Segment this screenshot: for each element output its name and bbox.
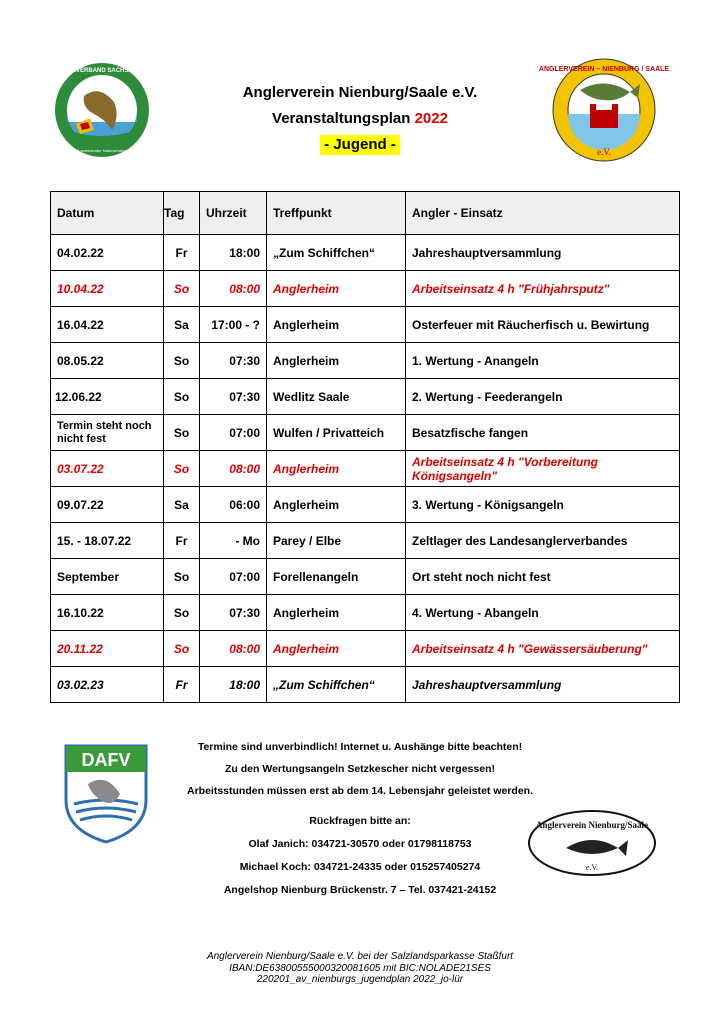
cell-datum: 09.07.22	[51, 487, 164, 523]
subtitle-year: 2022	[414, 110, 448, 127]
table-row	[51, 451, 680, 487]
cell-treffpunkt: Anglerheim	[267, 307, 406, 343]
contacts-heading: Rückfragen bitte an:	[309, 815, 411, 827]
cell-einsatz: 4. Wertung - Abangeln	[406, 595, 680, 631]
cell-datum: 10.04.22	[51, 271, 164, 307]
notes	[160, 736, 560, 802]
cell-datum: 12.06.22	[51, 379, 164, 415]
table-row	[51, 235, 680, 271]
col-header-tag: Tag	[164, 192, 200, 235]
cell-einsatz: 1. Wertung - Anangeln	[406, 343, 680, 379]
cell-einsatz: Arbeitseinsatz 4 h "Vorbereitung Königsangeln"	[406, 451, 680, 487]
contact-line: Olaf Janich: 034721-30570 oder 01798118753	[248, 838, 472, 850]
cell-tag: Fr	[164, 235, 200, 271]
footer-iban: IBAN:DE63800555000320081605 mit BIC:NOLADE21SES	[229, 962, 491, 974]
dafv-logo	[64, 744, 148, 844]
cell-tag: So	[164, 343, 200, 379]
cell-tag: So	[164, 595, 200, 631]
cell-uhrzeit: 06:00	[200, 487, 267, 523]
cell-uhrzeit: 18:00	[200, 235, 267, 271]
cell-uhrzeit: 08:00	[200, 271, 267, 307]
table-row	[51, 307, 680, 343]
col-header-treffpunkt: Treffpunkt	[267, 192, 406, 235]
page-title: Anglerverein Nienburg/Saale e.V.	[242, 84, 478, 101]
anglerverein-stamp	[526, 808, 658, 878]
table-row	[51, 487, 680, 523]
cell-uhrzeit: 07:30	[200, 343, 267, 379]
cell-treffpunkt: Anglerheim	[267, 343, 406, 379]
page-subtitle	[180, 106, 540, 132]
cell-uhrzeit: 07:30	[200, 379, 267, 415]
contact-line: Angelshop Nienburg Brückenstr. 7 – Tel. 037421-24152	[223, 884, 497, 896]
cell-treffpunkt: Anglerheim	[267, 271, 406, 307]
cell-einsatz: 2. Wertung - Feederangeln	[406, 379, 680, 415]
cell-uhrzeit: 07:00	[200, 415, 267, 451]
cell-datum: 08.05.22	[51, 343, 164, 379]
col-header-einsatz: Angler - Einsatz	[406, 192, 680, 235]
subtitle-prefix: Veranstaltungsplan	[272, 110, 411, 127]
contacts	[180, 810, 540, 902]
cell-datum: 03.07.22	[51, 451, 164, 487]
stamp-text: Anglerverein Nienburg/Saale	[535, 820, 649, 830]
cell-tag: Fr	[164, 523, 200, 559]
cell-uhrzeit: 07:30	[200, 595, 267, 631]
cell-tag: So	[164, 379, 200, 415]
table-row	[51, 595, 680, 631]
cell-treffpunkt: Anglerheim	[267, 631, 406, 667]
cell-einsatz: Jahreshauptversammlung	[406, 235, 680, 271]
cell-tag: So	[164, 631, 200, 667]
cell-datum: Termin steht noch nicht fest	[51, 415, 164, 451]
header	[180, 80, 540, 155]
cell-datum: 20.11.22	[51, 631, 164, 667]
table-row	[51, 559, 680, 595]
cell-treffpunkt: „Zum Schiffchen“	[267, 667, 406, 703]
cell-uhrzeit: 08:00	[200, 451, 267, 487]
table-row	[51, 523, 680, 559]
table-row	[51, 343, 680, 379]
cell-treffpunkt: Parey / Elbe	[267, 523, 406, 559]
cell-datum: September	[51, 559, 164, 595]
cell-tag: So	[164, 559, 200, 595]
note-line: Arbeitsstunden müssen erst ab dem 14. Lebensjahr geleistet werden.	[186, 785, 534, 797]
cell-uhrzeit: - Mo	[200, 523, 267, 559]
cell-treffpunkt: Wedlitz Saale	[267, 379, 406, 415]
cell-tag: Sa	[164, 487, 200, 523]
cell-uhrzeit: 07:00	[200, 559, 267, 595]
cell-einsatz: Arbeitseinsatz 4 h "Frühjahrsputz"	[406, 271, 680, 307]
cell-tag: Sa	[164, 307, 200, 343]
col-header-datum: Datum	[51, 192, 164, 235]
cell-datum: 03.02.23	[51, 667, 164, 703]
note-line: Termine sind unverbindlich! Internet u. Aushänge bitte beachten!	[197, 741, 523, 753]
cell-datum: 16.04.22	[51, 307, 164, 343]
landesanglerverband-logo	[26, 62, 178, 158]
cell-datum: 15. - 18.07.22	[51, 523, 164, 559]
footer	[120, 951, 600, 986]
cell-einsatz: 3. Wertung - Königsangeln	[406, 487, 680, 523]
footer-bank: Anglerverein Nienburg/Saale e.V. bei der Salzlandsparkasse Staßfurt	[206, 951, 514, 962]
right-logo-ring-text: ANGLERVEREIN – NIENBURG / SAALE	[538, 66, 670, 73]
cell-uhrzeit: 18:00	[200, 667, 267, 703]
cell-einsatz: Jahreshauptversammlung	[406, 667, 680, 703]
cell-tag: So	[164, 271, 200, 307]
cell-treffpunkt: Anglerheim	[267, 451, 406, 487]
note-line: Zu den Wertungsangeln Setzkescher nicht vergessen!	[225, 763, 495, 775]
dafv-logo-text: DAFV	[81, 750, 131, 770]
left-logo-ring-text: LANDESANGLERVERBAND SACHSEN - ANHALT e.V.	[26, 68, 178, 74]
anglerverein-nienburg-logo	[538, 58, 670, 162]
cell-datum: 04.02.22	[51, 235, 164, 271]
cell-einsatz: Zeltlager des Landesanglerverbandes	[406, 523, 680, 559]
cell-tag: Fr	[164, 667, 200, 703]
right-logo-bottom-text: e.V.	[597, 147, 611, 157]
stamp-bottom-text: e.V.	[585, 863, 599, 872]
cell-tag: So	[164, 451, 200, 487]
col-header-uhrzeit: Uhrzeit	[200, 192, 267, 235]
left-logo-inner-text: Mitglied anerkannter Naturschutzverband	[65, 148, 139, 153]
cell-einsatz: Arbeitseinsatz 4 h "Gewässersäuberung"	[406, 631, 680, 667]
cell-treffpunkt: Wulfen / Privatteich	[267, 415, 406, 451]
table-row	[51, 379, 680, 415]
cell-einsatz: Ort steht noch nicht fest	[406, 559, 680, 595]
table-row	[51, 415, 680, 451]
cell-einsatz: Besatzfische fangen	[406, 415, 680, 451]
cell-treffpunkt: Anglerheim	[267, 595, 406, 631]
footer-file: 220201_av_nienburgs_jugendplan 2022_jo-lür	[256, 974, 464, 985]
jugend-badge: - Jugend -	[320, 135, 400, 155]
cell-treffpunkt: „Zum Schiffchen“	[267, 235, 406, 271]
cell-treffpunkt: Anglerheim	[267, 487, 406, 523]
table-row	[51, 631, 680, 667]
cell-treffpunkt: Forellenangeln	[267, 559, 406, 595]
contact-line: Michael Koch: 034721-24335 oder 015257405274	[239, 861, 481, 873]
schedule-table	[50, 191, 680, 703]
table-row	[51, 271, 680, 307]
cell-tag: So	[164, 415, 200, 451]
cell-einsatz: Osterfeuer mit Räucherfisch u. Bewirtung	[406, 307, 680, 343]
cell-uhrzeit: 17:00 - ?	[200, 307, 267, 343]
cell-datum: 16.10.22	[51, 595, 164, 631]
table-row	[51, 667, 680, 703]
cell-uhrzeit: 08:00	[200, 631, 267, 667]
table-header-row	[51, 192, 680, 235]
